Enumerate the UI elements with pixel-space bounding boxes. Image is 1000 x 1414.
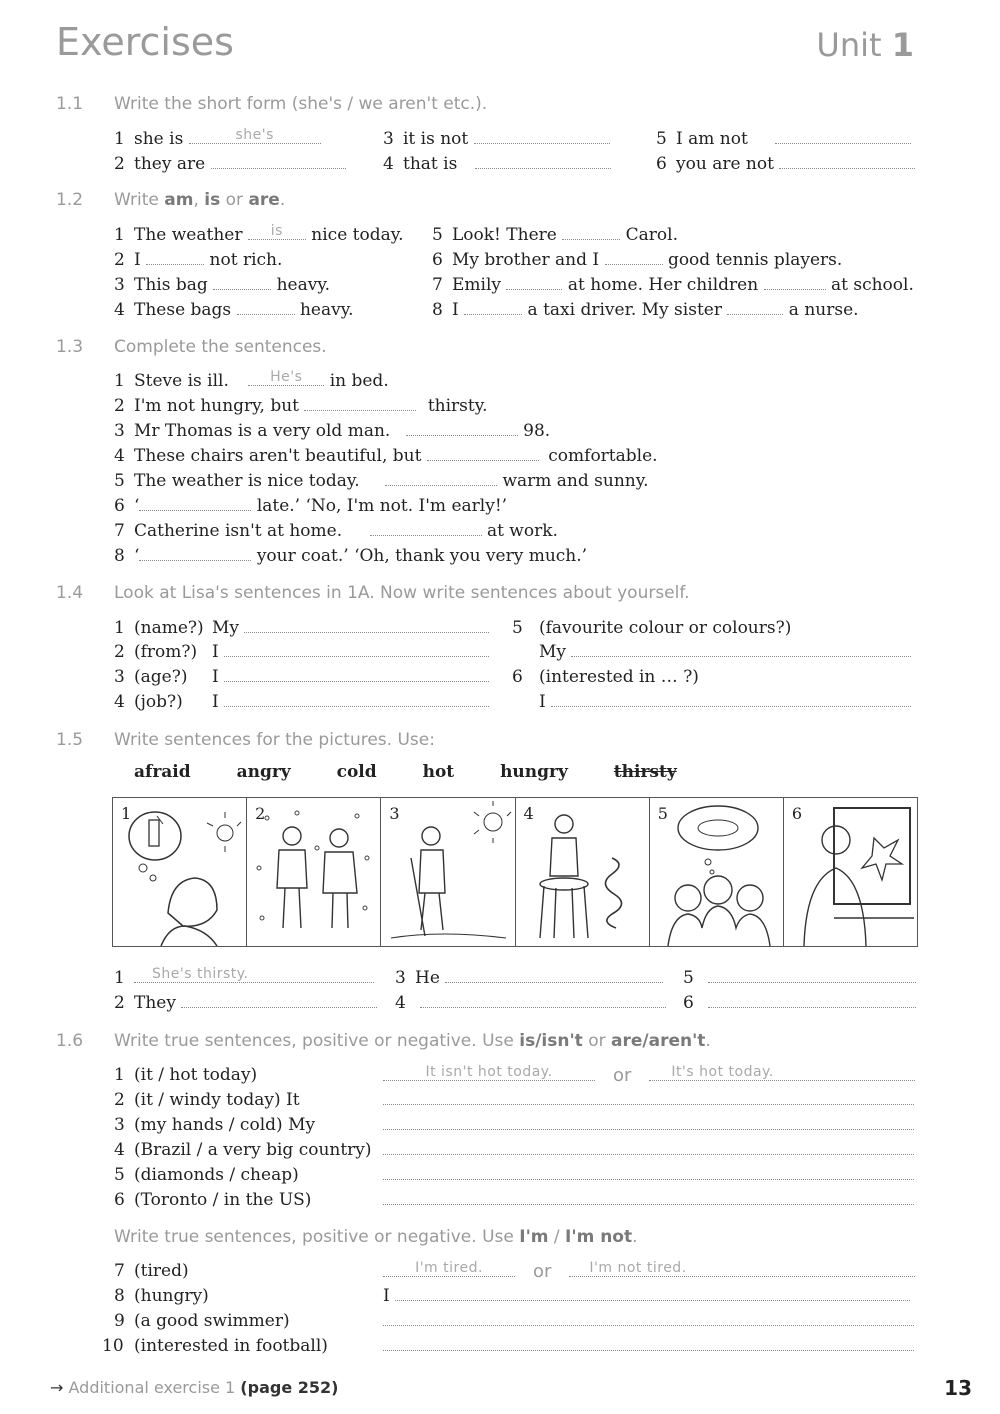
item: 4 that is xyxy=(383,154,611,174)
page-number: 13 xyxy=(944,1376,972,1400)
picture-3: 3 xyxy=(381,798,515,946)
answer-blank[interactable] xyxy=(708,968,916,983)
answer-blank[interactable] xyxy=(181,993,377,1008)
item: 3 it is not xyxy=(383,129,610,149)
item: 1 she is she's xyxy=(114,129,321,149)
answer-blank[interactable] xyxy=(395,1286,910,1301)
answer-blank[interactable]: It isn't hot today. xyxy=(383,1066,595,1081)
page-title: Exercises xyxy=(56,20,234,64)
picture-2: 2 xyxy=(247,798,381,946)
picture-4: 4 xyxy=(516,798,650,946)
answer-blank[interactable] xyxy=(562,225,620,240)
exercise-instruction: Write sentences for the pictures. Use: xyxy=(114,730,435,750)
answer-blank[interactable]: is xyxy=(248,225,306,240)
exercise-number: 1.3 xyxy=(56,337,84,357)
answer-blank[interactable] xyxy=(427,446,539,461)
item: 8 (hungry) xyxy=(114,1286,209,1306)
item: 10 (interested in football) xyxy=(102,1336,328,1356)
item: 3 Mr Thomas is a very old man. 98. xyxy=(114,421,551,441)
item: 3 (my hands / cold) My xyxy=(114,1115,316,1135)
answer-blank[interactable] xyxy=(383,1179,914,1180)
item: 3 (age?) I xyxy=(114,667,489,687)
item: 8 I a taxi driver. My sister a nurse. xyxy=(432,300,859,320)
answer-blank[interactable] xyxy=(383,1350,914,1351)
answer-blank[interactable] xyxy=(383,1104,914,1105)
answer-blank[interactable] xyxy=(237,300,295,315)
item: 5 (diamonds / cheap) xyxy=(114,1165,299,1185)
afraid-man-illustration xyxy=(516,798,649,946)
answer-blank[interactable] xyxy=(370,521,482,536)
answer-blank[interactable] xyxy=(551,692,911,707)
item: 4 These chairs aren't beautiful, but comfortable. xyxy=(114,446,658,466)
answer-blank[interactable] xyxy=(571,642,911,657)
answer-line: I'm tired. or I'm not tired. xyxy=(383,1261,915,1282)
exercise-instruction: Write true sentences, positive or negative. Use is/isn't or are/aren't. xyxy=(114,1031,711,1051)
word-box xyxy=(134,762,717,782)
item: 1 The weather is nice today. xyxy=(114,223,404,245)
word: hot xyxy=(422,762,455,782)
picture-5: 5 xyxy=(650,798,784,946)
answer-blank[interactable] xyxy=(464,300,522,315)
item: 5 I am not xyxy=(656,129,911,149)
item: 5 (favourite colour or colours?) xyxy=(512,618,792,638)
item: 5 xyxy=(683,968,916,988)
item: 4 These bags heavy. xyxy=(114,300,354,320)
word: afraid xyxy=(134,762,191,782)
exercise-number: 1.1 xyxy=(56,94,84,114)
answer-blank[interactable] xyxy=(211,154,346,169)
answer-blank[interactable] xyxy=(474,129,610,144)
answer-blank[interactable] xyxy=(506,275,562,290)
exercise-instruction: Write the short form (she's / we aren't etc.). xyxy=(114,94,488,114)
item: 2 they are xyxy=(114,154,346,174)
picture-strip xyxy=(112,797,918,947)
item: 2 (it / windy today) It xyxy=(114,1090,300,1110)
item: 6 ‘ late.’ ‘No, I'm not. I'm early!’ xyxy=(114,496,508,516)
item: 5 The weather is nice today. warm and sunny. xyxy=(114,471,649,491)
answer-blank[interactable] xyxy=(475,154,611,169)
item: 5 Look! There Carol. xyxy=(432,225,679,245)
item: 1 She's thirsty. xyxy=(114,968,374,988)
exercise-instruction: Look at Lisa's sentences in 1A. Now write sentences about yourself. xyxy=(114,583,690,603)
exercise-instruction: Write true sentences, positive or negative. Use I'm / I'm not. xyxy=(114,1227,638,1247)
answer-blank[interactable] xyxy=(385,471,497,486)
exercise-instruction: Complete the sentences. xyxy=(114,337,327,357)
word: angry xyxy=(236,762,291,782)
item-line: I xyxy=(539,692,911,712)
answer-blank[interactable]: she's xyxy=(189,129,321,144)
item: 7 Emily at home. Her children at school. xyxy=(432,275,914,295)
picture-6: 6 xyxy=(784,798,917,946)
answer-blank[interactable]: I'm not tired. xyxy=(569,1262,915,1277)
hot-gardener-illustration xyxy=(381,798,514,946)
item: 7 Catherine isn't at home. at work. xyxy=(114,521,558,541)
answer-line: I xyxy=(383,1286,910,1306)
exercise-number: 1.5 xyxy=(56,730,84,750)
item: 4 xyxy=(395,993,666,1013)
item: 2 They xyxy=(114,993,377,1013)
item: 2 I'm not hungry, but thirsty. xyxy=(114,396,488,416)
exercise-number: 1.2 xyxy=(56,190,84,210)
item: 6 (Toronto / in the US) xyxy=(114,1190,312,1210)
item: 3 He xyxy=(395,968,663,988)
thirsty-woman-illustration xyxy=(113,798,246,946)
answer-blank[interactable] xyxy=(224,667,489,682)
item: 3 This bag heavy. xyxy=(114,275,331,295)
unit-label: Unit 1 xyxy=(816,26,914,64)
answer-blank[interactable] xyxy=(139,546,251,561)
item: 6 My brother and I good tennis players. xyxy=(432,250,843,270)
answer-blank[interactable] xyxy=(224,692,489,707)
answer-blank[interactable]: She's thirsty. xyxy=(134,968,374,983)
answer-blank[interactable] xyxy=(213,275,271,290)
exercise-number: 1.4 xyxy=(56,583,84,603)
answer-blank[interactable] xyxy=(779,154,915,169)
exercise-number: 1.6 xyxy=(56,1031,84,1051)
angry-woman-illustration xyxy=(784,798,917,946)
answer-blank[interactable] xyxy=(420,993,666,1008)
answer-blank[interactable] xyxy=(383,1154,914,1155)
answer-blank[interactable] xyxy=(406,421,518,436)
additional-exercise-link[interactable]: → Additional exercise 1 (page 252) xyxy=(50,1378,339,1397)
item-line: My xyxy=(539,642,911,662)
answer-blank[interactable] xyxy=(764,275,826,290)
hungry-people-illustration xyxy=(650,798,783,946)
item: 1 Steve is ill. He's in bed. xyxy=(114,369,389,391)
item: 1 (it / hot today) xyxy=(114,1065,258,1085)
item: 2 I not rich. xyxy=(114,250,283,270)
word-used: thirsty xyxy=(613,762,677,782)
word: cold xyxy=(336,762,377,782)
item: 2 (from?) I xyxy=(114,642,489,662)
answer-blank[interactable] xyxy=(146,250,204,265)
item: 6 xyxy=(683,993,916,1013)
answer-blank[interactable] xyxy=(304,396,416,411)
answer-blank[interactable]: It's hot today. xyxy=(649,1066,915,1081)
item: 4 (Brazil / a very big country) xyxy=(114,1140,372,1160)
answer-blank[interactable] xyxy=(224,642,489,657)
item: 7 (tired) xyxy=(114,1261,189,1281)
answer-blank[interactable] xyxy=(775,129,911,144)
item: 8 ‘ your coat.’ ‘Oh, thank you very much.’ xyxy=(114,546,588,566)
item: 9 (a good swimmer) xyxy=(114,1311,290,1331)
answer-blank[interactable]: He's xyxy=(248,371,324,386)
item: 4 (job?) I xyxy=(114,692,489,712)
answer-blank[interactable] xyxy=(383,1129,914,1130)
answer-blank[interactable] xyxy=(383,1325,914,1326)
answer-blank[interactable] xyxy=(445,968,663,983)
answer-blank[interactable] xyxy=(708,993,916,1008)
answer-blank[interactable]: I'm tired. xyxy=(383,1262,515,1277)
word: hungry xyxy=(500,762,568,782)
item: 1 (name?) My xyxy=(114,618,489,638)
answer-blank[interactable] xyxy=(605,250,663,265)
answer-blank[interactable] xyxy=(139,496,251,511)
exercise-instruction: Write am, is or are. xyxy=(114,190,286,210)
item: 6 you are not xyxy=(656,154,915,174)
answer-line: It isn't hot today. or It's hot today. xyxy=(383,1065,915,1086)
answer-blank[interactable] xyxy=(244,618,489,633)
answer-blank[interactable] xyxy=(383,1204,914,1205)
answer-blank[interactable] xyxy=(727,300,783,315)
item: 6 (interested in … ?) xyxy=(512,667,699,687)
picture-1: 1 xyxy=(113,798,247,946)
cold-people-illustration xyxy=(247,798,380,946)
